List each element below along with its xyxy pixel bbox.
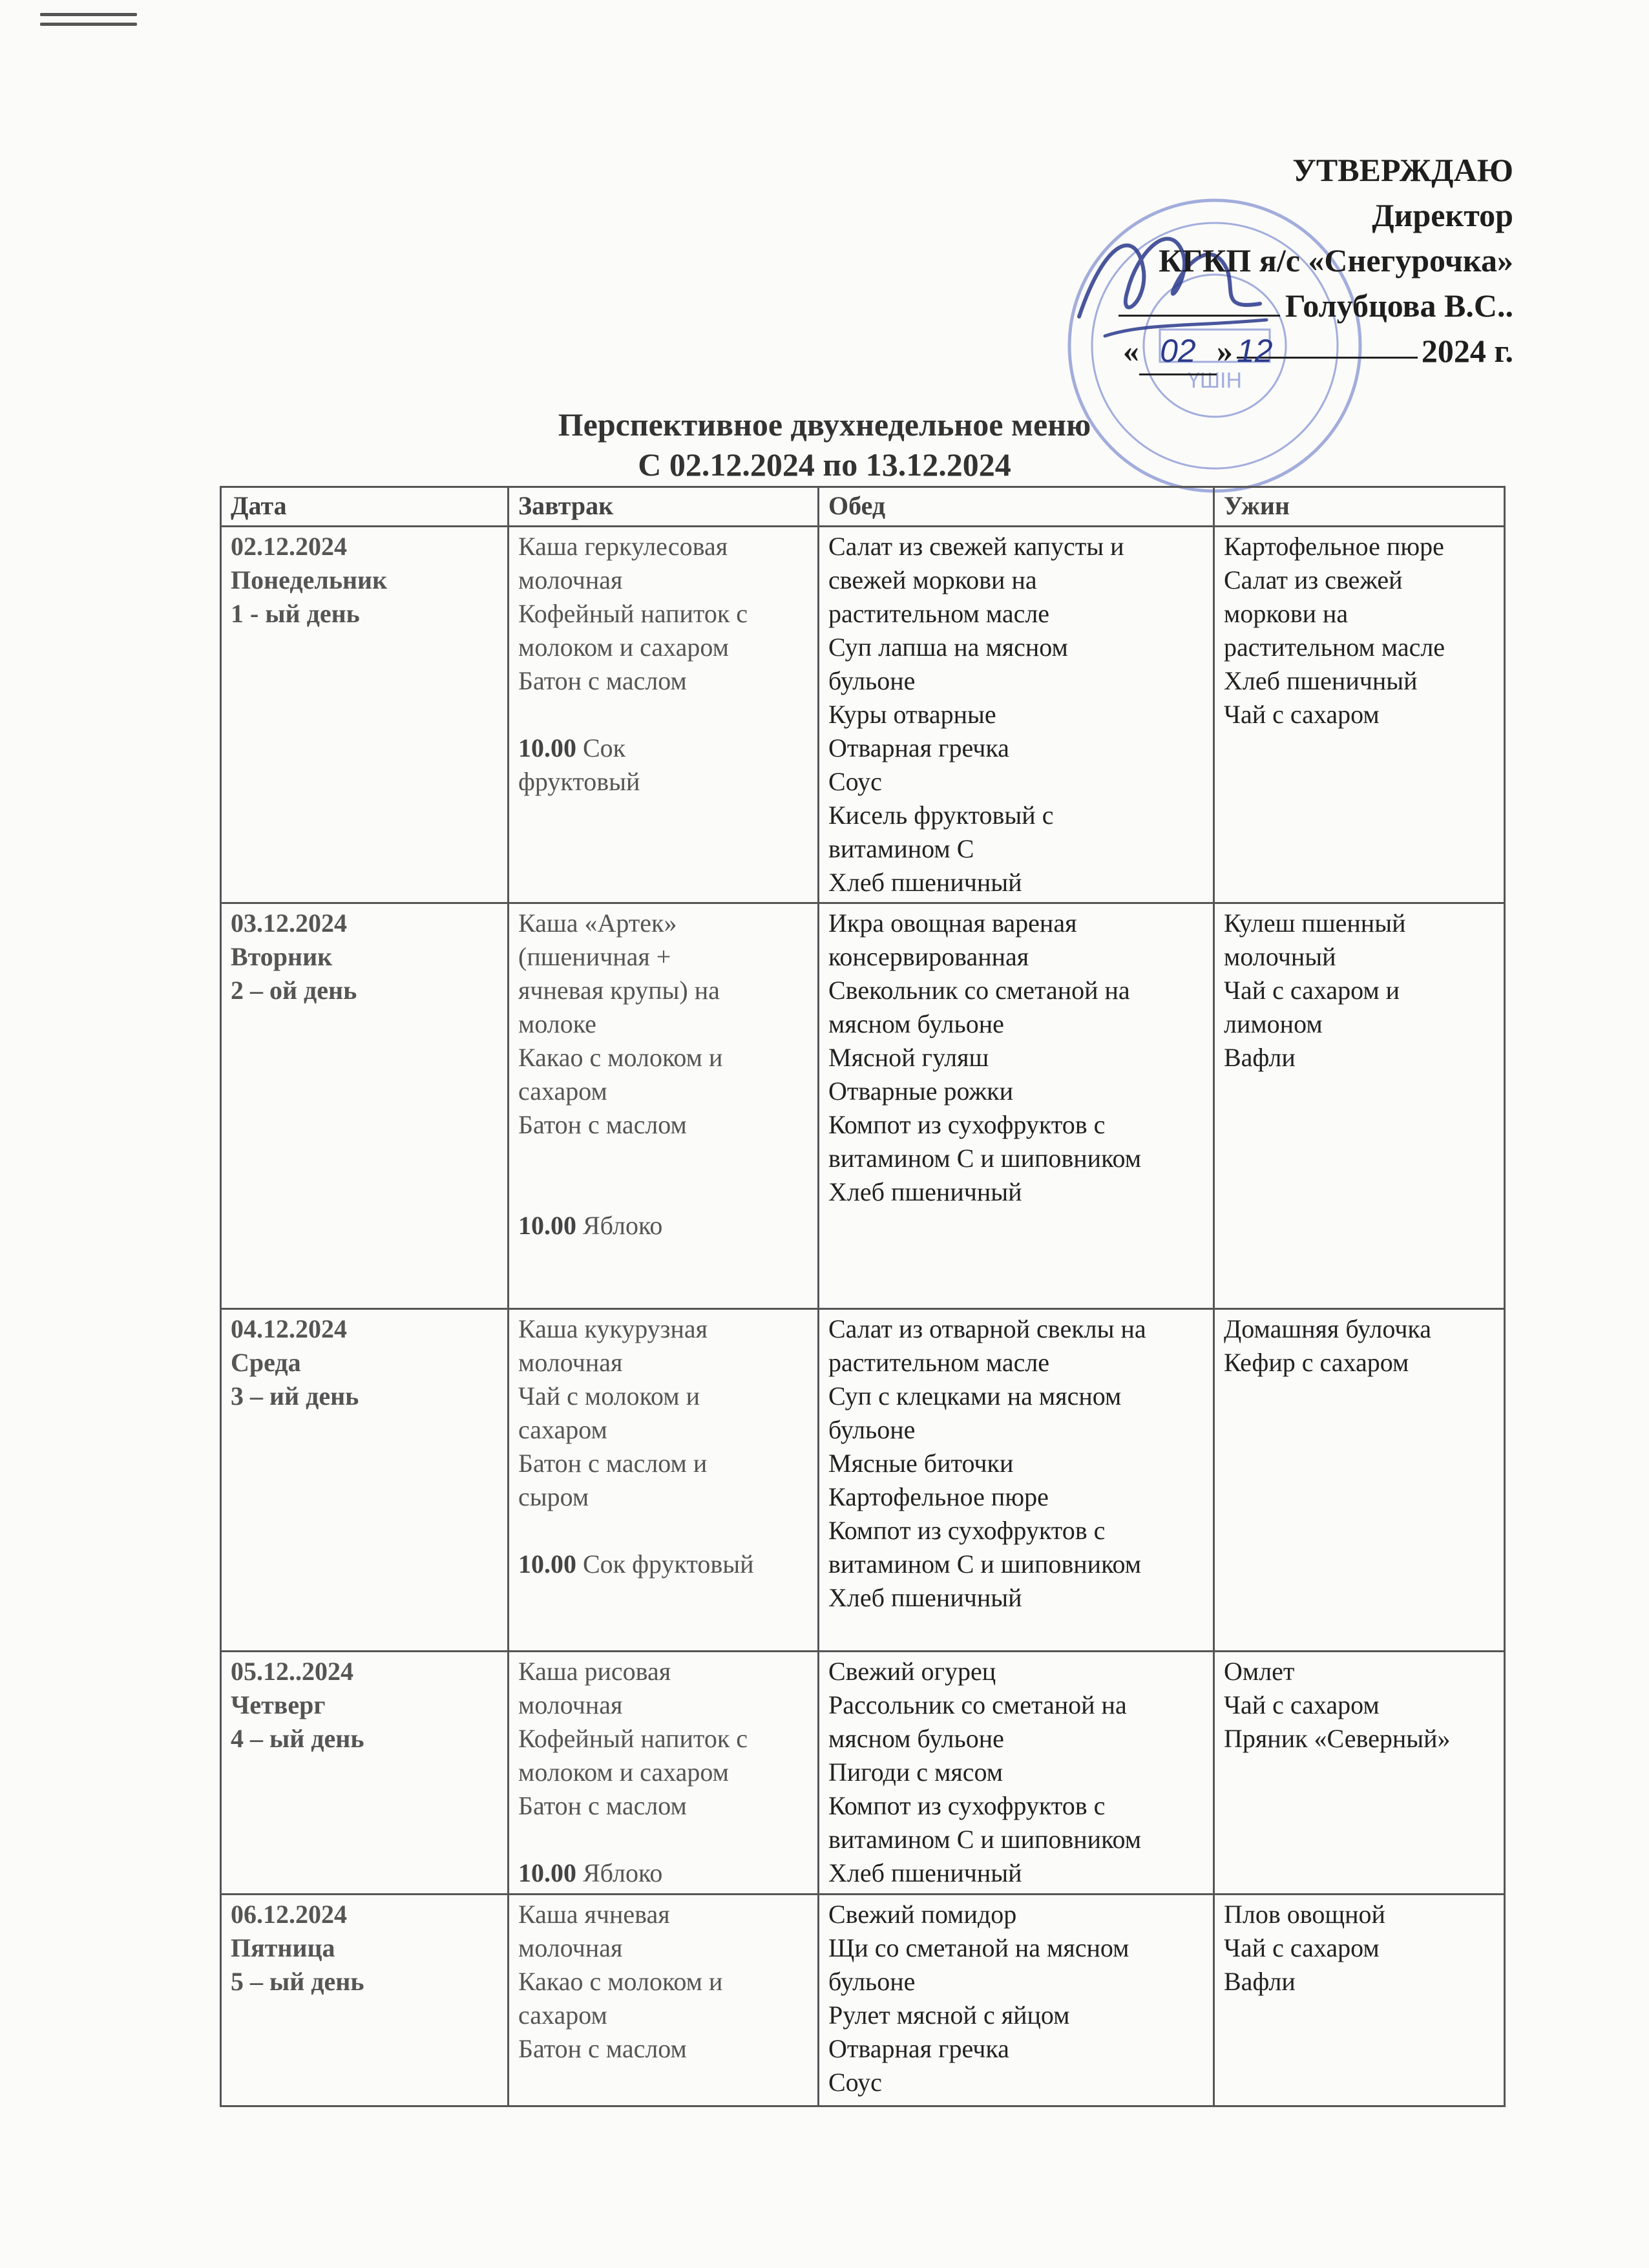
menu-item: сахаром: [518, 1076, 607, 1106]
row-day-number: 1 - ый день: [231, 599, 360, 628]
table-row: [221, 1652, 1505, 1895]
row-weekday: Среда: [231, 1348, 301, 1377]
cell-dinner: [1214, 527, 1505, 903]
snack-time: 10.00: [518, 1211, 576, 1240]
menu-item: Каша кукурузная: [518, 1314, 708, 1343]
approval-organization: КГКП я/с «Снегурочка»: [1159, 242, 1513, 278]
menu-item: Компот из сухофруктов с: [828, 1791, 1106, 1820]
cell-dinner: [1214, 1895, 1505, 2106]
cell-lunch: [819, 1309, 1214, 1652]
menu-item: растительном масле: [828, 1348, 1050, 1377]
header-lunch: Обед: [819, 487, 1214, 527]
header-breakfast: Завтрак: [509, 487, 819, 527]
approval-position: Директор: [1372, 197, 1513, 233]
menu-item: Пигоди с мясом: [828, 1758, 1003, 1787]
menu-item: сахаром: [518, 2000, 607, 2030]
menu-item: Картофельное пюре: [1224, 532, 1444, 561]
snack-time: 10.00: [518, 733, 576, 762]
table-row: [221, 903, 1505, 1309]
menu-item: Мясные биточки: [828, 1449, 1014, 1478]
menu-item: Отварные рожки: [828, 1076, 1013, 1106]
cell-date: [221, 1895, 509, 2106]
menu-item: Чай с сахаром: [1224, 1933, 1380, 1962]
menu-item: Суп лапша на мясном: [828, 633, 1068, 662]
signature-line: [1119, 286, 1280, 317]
row-date: 02.12.2024: [231, 532, 347, 561]
menu-item: Икра овощная вареная: [828, 908, 1077, 938]
menu-item: Батон с маслом: [518, 2034, 687, 2063]
approval-heading: УТВЕРЖДАЮ: [1292, 152, 1513, 188]
snack-time: 10.00: [518, 1549, 576, 1579]
menu-item: бульоне: [828, 1967, 916, 1996]
row-date: 06.12.2024: [231, 1900, 347, 1929]
menu-item: сахаром: [518, 1415, 607, 1444]
page-title: Перспективное двухнедельное меню: [558, 406, 1091, 443]
cell-breakfast: [509, 527, 819, 903]
table-row: [221, 1309, 1505, 1652]
menu-item: Кофейный напиток с: [518, 1724, 748, 1753]
cell-dinner: [1214, 1652, 1505, 1895]
menu-item: Вафли: [1224, 1967, 1296, 1996]
date-quote-open: «: [1122, 333, 1139, 369]
menu-item: сыром: [518, 1482, 589, 1511]
row-day-number: 3 – ий день: [231, 1381, 359, 1411]
menu-item: витамином С и шиповником: [828, 1825, 1142, 1854]
menu-item: Кефир с сахаром: [1224, 1348, 1409, 1377]
menu-item: ячневая крупы) на: [518, 976, 720, 1005]
menu-item: Какао с молоком и: [518, 1043, 723, 1072]
table-row: [221, 527, 1505, 903]
menu-item: витамином С и шиповником: [828, 1144, 1142, 1173]
menu-item: Отварная гречка: [828, 2034, 1009, 2063]
row-day-number: 2 – ой день: [231, 976, 357, 1005]
menu-item: молоке: [518, 1009, 596, 1038]
menu-item: Батон с маслом и: [518, 1449, 708, 1478]
menu-item: Каша рисовая: [518, 1657, 671, 1686]
menu-item: молоком и сахаром: [518, 633, 729, 662]
menu-item: моркови на: [1224, 599, 1349, 628]
snack-time: 10.00: [518, 1858, 576, 1887]
menu-item: растительном масле: [828, 599, 1050, 628]
menu-item: молочная: [518, 1690, 623, 1719]
cell-breakfast: [509, 1895, 819, 2106]
menu-item: Какао с молоком и: [518, 1967, 723, 1996]
row-weekday: Четверг: [231, 1690, 326, 1719]
cell-date: [221, 527, 509, 903]
menu-item: мясном бульоне: [828, 1009, 1004, 1038]
menu-item: (пшеничная +: [518, 942, 671, 971]
cell-lunch: [819, 1652, 1214, 1895]
cell-lunch: [819, 527, 1214, 903]
menu-item: Картофельное пюре: [828, 1482, 1049, 1511]
menu-item: бульоне: [828, 666, 916, 695]
menu-item: Куры отварные: [828, 700, 996, 729]
menu-item: молочная: [518, 1348, 623, 1377]
cell-date: [221, 1652, 509, 1895]
snack-item: Яблоко: [583, 1858, 663, 1887]
menu-item: бульоне: [828, 1415, 916, 1444]
menu-item: свежей моркови на: [828, 565, 1037, 594]
date-quote-close: »: [1216, 333, 1233, 369]
row-weekday: Вторник: [231, 942, 333, 971]
cell-dinner: [1214, 903, 1505, 1309]
cell-breakfast: [509, 903, 819, 1309]
menu-item: Соус: [828, 767, 882, 796]
row-weekday: Пятница: [231, 1933, 335, 1962]
scan-edge-mark: [40, 13, 137, 31]
cell-breakfast: [509, 1309, 819, 1652]
approval-block: [1119, 147, 1513, 375]
date-year: 2024 г.: [1421, 333, 1513, 369]
row-date: 03.12.2024: [231, 908, 347, 938]
cell-dinner: [1214, 1309, 1505, 1652]
menu-item: Салат из отварной свеклы на: [828, 1314, 1146, 1343]
menu-item: Батон с маслом: [518, 1791, 687, 1820]
snack-item: Яблоко: [583, 1211, 663, 1240]
header-dinner: Ужин: [1214, 487, 1505, 527]
menu-item: Домашняя булочка: [1224, 1314, 1432, 1343]
menu-item: Свежий помидор: [828, 1900, 1017, 1929]
date-day: 02: [1139, 328, 1217, 375]
menu-item: Щи со сметаной на мясном: [828, 1933, 1129, 1962]
menu-item: лимоном: [1224, 1009, 1323, 1038]
row-date: 05.12..2024: [231, 1657, 353, 1686]
menu-item: молочный: [1224, 942, 1336, 971]
snack-item: Сок фруктовый: [583, 1549, 754, 1579]
menu-item: молочная: [518, 565, 623, 594]
menu-item: консервированная: [828, 942, 1029, 971]
snack-item: фруктовый: [518, 767, 640, 796]
menu-item: Отварная гречка: [828, 733, 1009, 762]
menu-item: Чай с сахаром и: [1224, 976, 1400, 1005]
menu-table: [220, 486, 1506, 2107]
page-subtitle: С 02.12.2024 по 13.12.2024: [638, 446, 1011, 483]
menu-item: молоком и сахаром: [518, 1758, 729, 1787]
menu-item: Салат из свежей капусты и: [828, 532, 1124, 561]
menu-item: Пряник «Северный»: [1224, 1724, 1451, 1753]
table-row: [221, 1895, 1505, 2106]
menu-item: витамином С и шиповником: [828, 1549, 1142, 1579]
table-header-row: [221, 487, 1505, 527]
menu-item: Компот из сухофруктов с: [828, 1516, 1106, 1545]
menu-item: Чай с сахаром: [1224, 700, 1380, 729]
row-day-number: 5 – ый день: [231, 1967, 364, 1996]
cell-breakfast: [509, 1652, 819, 1895]
snack: [518, 731, 808, 765]
menu-item: Батон с маслом: [518, 1110, 687, 1139]
menu-item: Компот из сухофруктов с: [828, 1110, 1106, 1139]
menu-item: Каша геркулесовая: [518, 532, 728, 561]
snack: [518, 1209, 808, 1243]
menu-item: Соус: [828, 2068, 882, 2097]
menu-item: молочная: [518, 1933, 623, 1962]
menu-item: Чай с молоком и: [518, 1381, 700, 1411]
snack: [518, 1548, 808, 1581]
menu-item: Кофейный напиток с: [518, 599, 748, 628]
menu-item: Кулеш пшенный: [1224, 908, 1406, 938]
menu-item: Рулет мясной с яйцом: [828, 2000, 1070, 2030]
menu-item: витамином С: [828, 834, 974, 863]
approval-date: [1119, 328, 1513, 375]
menu-item: Каша ячневая: [518, 1900, 670, 1929]
menu-item: Чай с сахаром: [1224, 1690, 1380, 1719]
header-date: Дата: [221, 487, 509, 527]
menu-item: Хлеб пшеничный: [1224, 666, 1418, 695]
menu-item: мясном бульоне: [828, 1724, 1004, 1753]
menu-item: Каша «Артек»: [518, 908, 677, 938]
snack: [518, 1856, 808, 1890]
menu-item: растительном масле: [1224, 633, 1445, 662]
cell-lunch: [819, 1895, 1214, 2106]
svg-text:ҮШІН: ҮШІН: [1187, 368, 1243, 393]
cell-date: [221, 1309, 509, 1652]
menu-item: Вафли: [1224, 1043, 1296, 1072]
menu-item: Хлеб пшеничный: [828, 1177, 1022, 1206]
menu-item: Хлеб пшеничный: [828, 1583, 1022, 1612]
menu-item: Кисель фруктовый с: [828, 801, 1054, 830]
menu-item: Батон с маслом: [518, 666, 687, 695]
menu-item: Суп с клецками на мясном: [828, 1381, 1122, 1411]
date-month: 12: [1237, 328, 1418, 359]
menu-item: Свекольник со сметаной на: [828, 976, 1130, 1005]
menu-item: Омлет: [1224, 1657, 1295, 1686]
row-weekday: Понедельник: [231, 565, 388, 594]
menu-item: Салат из свежей: [1224, 565, 1403, 594]
row-day-number: 4 – ый день: [231, 1724, 364, 1753]
menu-item: Рассольник со сметаной на: [828, 1690, 1127, 1719]
menu-item: Мясной гуляш: [828, 1043, 989, 1072]
approval-signer-line: [1119, 283, 1513, 328]
approval-signer: Голубцова В.С..: [1285, 288, 1513, 324]
row-date: 04.12.2024: [231, 1314, 347, 1343]
snack-item: Сок: [583, 733, 626, 762]
menu-item: Хлеб пшеничный: [828, 1858, 1022, 1887]
menu-item: Хлеб пшеничный: [828, 868, 1022, 897]
cell-lunch: [819, 903, 1214, 1309]
menu-item: Свежий огурец: [828, 1657, 996, 1686]
menu-item: Плов овощной: [1224, 1900, 1385, 1929]
cell-date: [221, 903, 509, 1309]
